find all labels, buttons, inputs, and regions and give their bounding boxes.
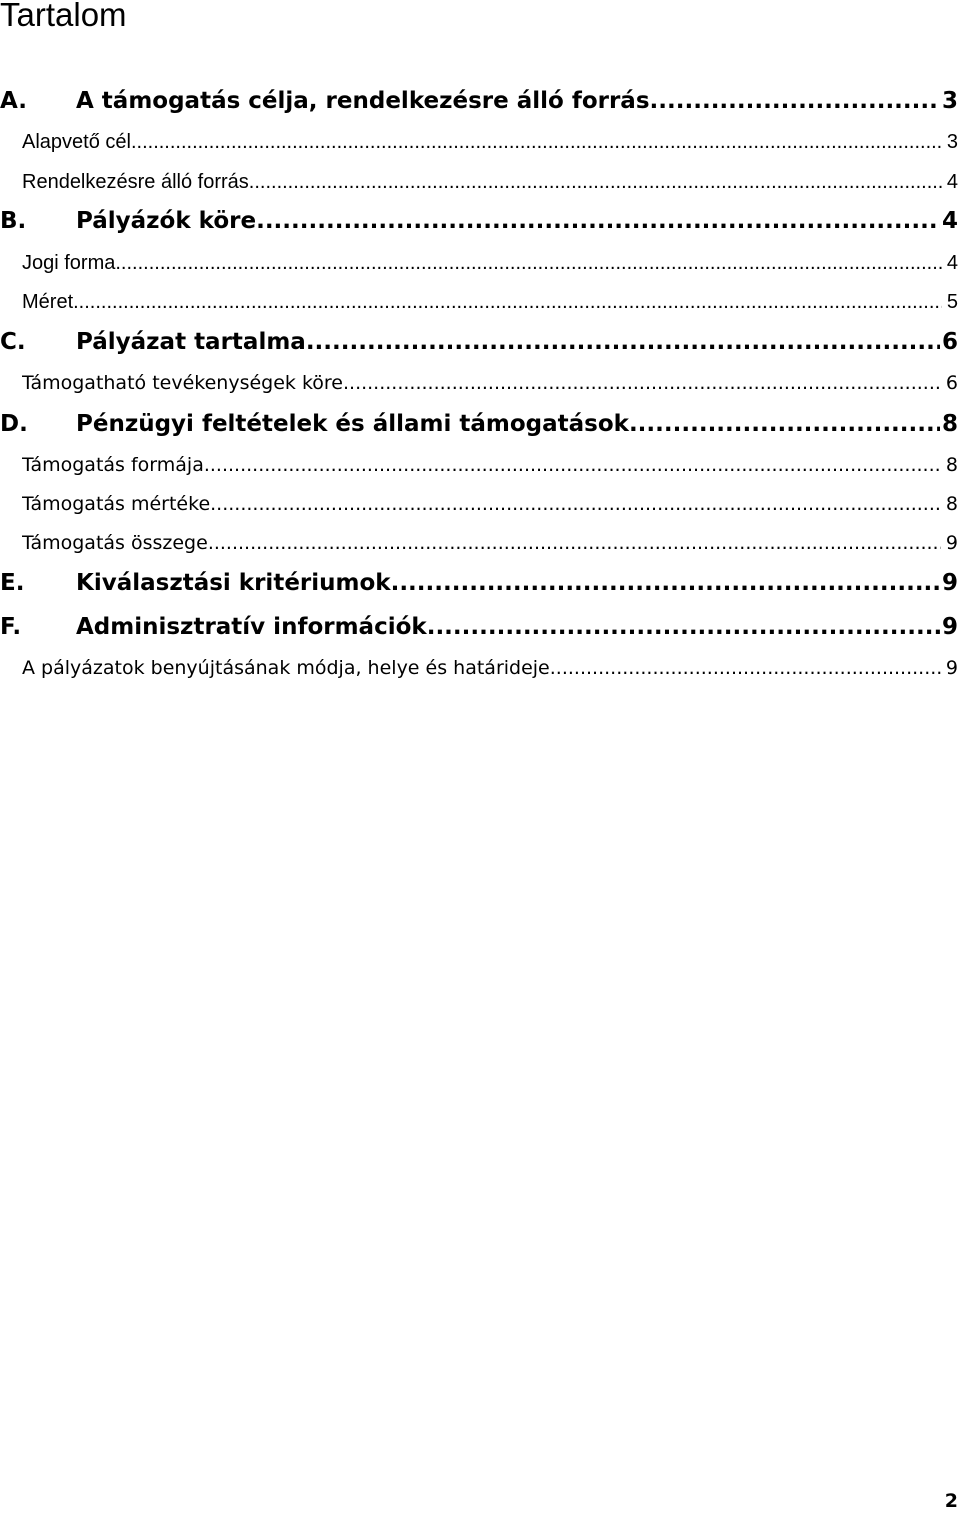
toc-leader-dots (343, 370, 941, 396)
toc-subsection-title: Méret (22, 291, 74, 313)
toc-leader-dots (115, 250, 942, 276)
toc-subsection-palyazatok-benyujtasa[interactable] (22, 655, 958, 681)
toc-page-number: 8 (945, 493, 958, 515)
toc-section-f[interactable] (0, 612, 958, 642)
toc-page-number: 3 (946, 131, 958, 153)
toc-page-number: 6 (941, 329, 958, 355)
toc-section-title: Pályázók köre (76, 208, 257, 234)
toc-leader-dots (256, 206, 940, 236)
toc-page-number: 3 (941, 88, 958, 114)
toc-leader-dots (629, 409, 940, 439)
toc-leader-dots (427, 612, 940, 642)
toc-leader-dots (650, 86, 940, 116)
toc-section-b[interactable] (0, 206, 958, 236)
toc-section-title: A támogatás célja, rendelkezésre álló forrás (76, 88, 650, 114)
toc-subsection-title: Jogi forma (22, 252, 116, 274)
toc-subsection-tamogatas-formaja[interactable] (22, 452, 958, 478)
page-number: 2 (944, 1490, 958, 1512)
toc-page-number: 5 (946, 291, 958, 313)
toc-subsection-jogi-forma[interactable] (22, 250, 958, 276)
toc-subsection-title: Támogatás összege (22, 532, 208, 554)
toc-section-letter: C. (0, 329, 26, 355)
toc-section-title: Adminisztratív információk (76, 614, 427, 640)
toc-section-letter: D. (0, 411, 28, 437)
toc-page-number: 9 (945, 657, 958, 679)
toc-leader-dots (131, 129, 942, 155)
toc-leader-dots (550, 655, 941, 681)
toc-page-number: 4 (941, 208, 958, 234)
toc-subsection-title: Támogatás formája (22, 454, 204, 476)
toc-page-number: 4 (946, 252, 958, 274)
toc-subsection-tamogathato-tevekenysegek-kore[interactable] (22, 370, 958, 396)
toc-page-number: 9 (941, 570, 958, 596)
toc-section-letter: A. (0, 88, 27, 114)
toc-page-number: 8 (941, 411, 958, 437)
toc-page-number: 6 (945, 372, 958, 394)
toc-subsection-title: Támogatás mértéke (22, 493, 211, 515)
toc-leader-dots (208, 530, 941, 556)
toc-section-title: Pályázat tartalma (76, 329, 306, 355)
toc-section-title: Pénzügyi feltételek és állami támogatások (76, 411, 629, 437)
toc-section-e[interactable] (0, 568, 958, 598)
toc-leader-dots (249, 169, 942, 195)
toc-subsection-rendelkezesre-allo-forras[interactable] (22, 169, 958, 195)
toc-subsection-title: Alapvető cél (22, 131, 131, 153)
toc-section-c[interactable] (0, 327, 958, 357)
toc-subsection-tamogatas-osszege[interactable] (22, 530, 958, 556)
toc-section-letter: B. (0, 208, 27, 234)
toc-subsection-alapveto-cel[interactable] (22, 129, 958, 155)
table-of-contents (0, 0, 960, 700)
toc-leader-dots (391, 568, 940, 598)
toc-leader-dots (210, 491, 941, 517)
toc-subsection-tamogatas-merteke[interactable] (22, 491, 958, 517)
toc-subsection-title: Rendelkezésre álló forrás (22, 171, 249, 193)
toc-section-title: Kiválasztási kritériumok (76, 570, 391, 596)
toc-subsection-title: A pályázatok benyújtásának módja, helye és határideje (22, 657, 550, 679)
toc-page-number: 4 (946, 171, 958, 193)
toc-subsection-title: Támogatható tevékenységek köre (22, 372, 343, 394)
toc-section-letter: E. (0, 570, 25, 596)
toc-page-number: 8 (945, 454, 958, 476)
toc-leader-dots (73, 289, 942, 315)
toc-leader-dots (306, 327, 940, 357)
toc-section-a[interactable] (0, 86, 958, 116)
toc-page-number: 9 (941, 614, 958, 640)
toc-section-letter: F. (0, 614, 22, 640)
toc-subsection-meret[interactable] (22, 289, 958, 315)
toc-leader-dots (204, 452, 941, 478)
toc-section-d[interactable] (0, 409, 958, 439)
toc-page-number: 9 (945, 532, 958, 554)
page-title: Tartalom (0, 0, 127, 33)
